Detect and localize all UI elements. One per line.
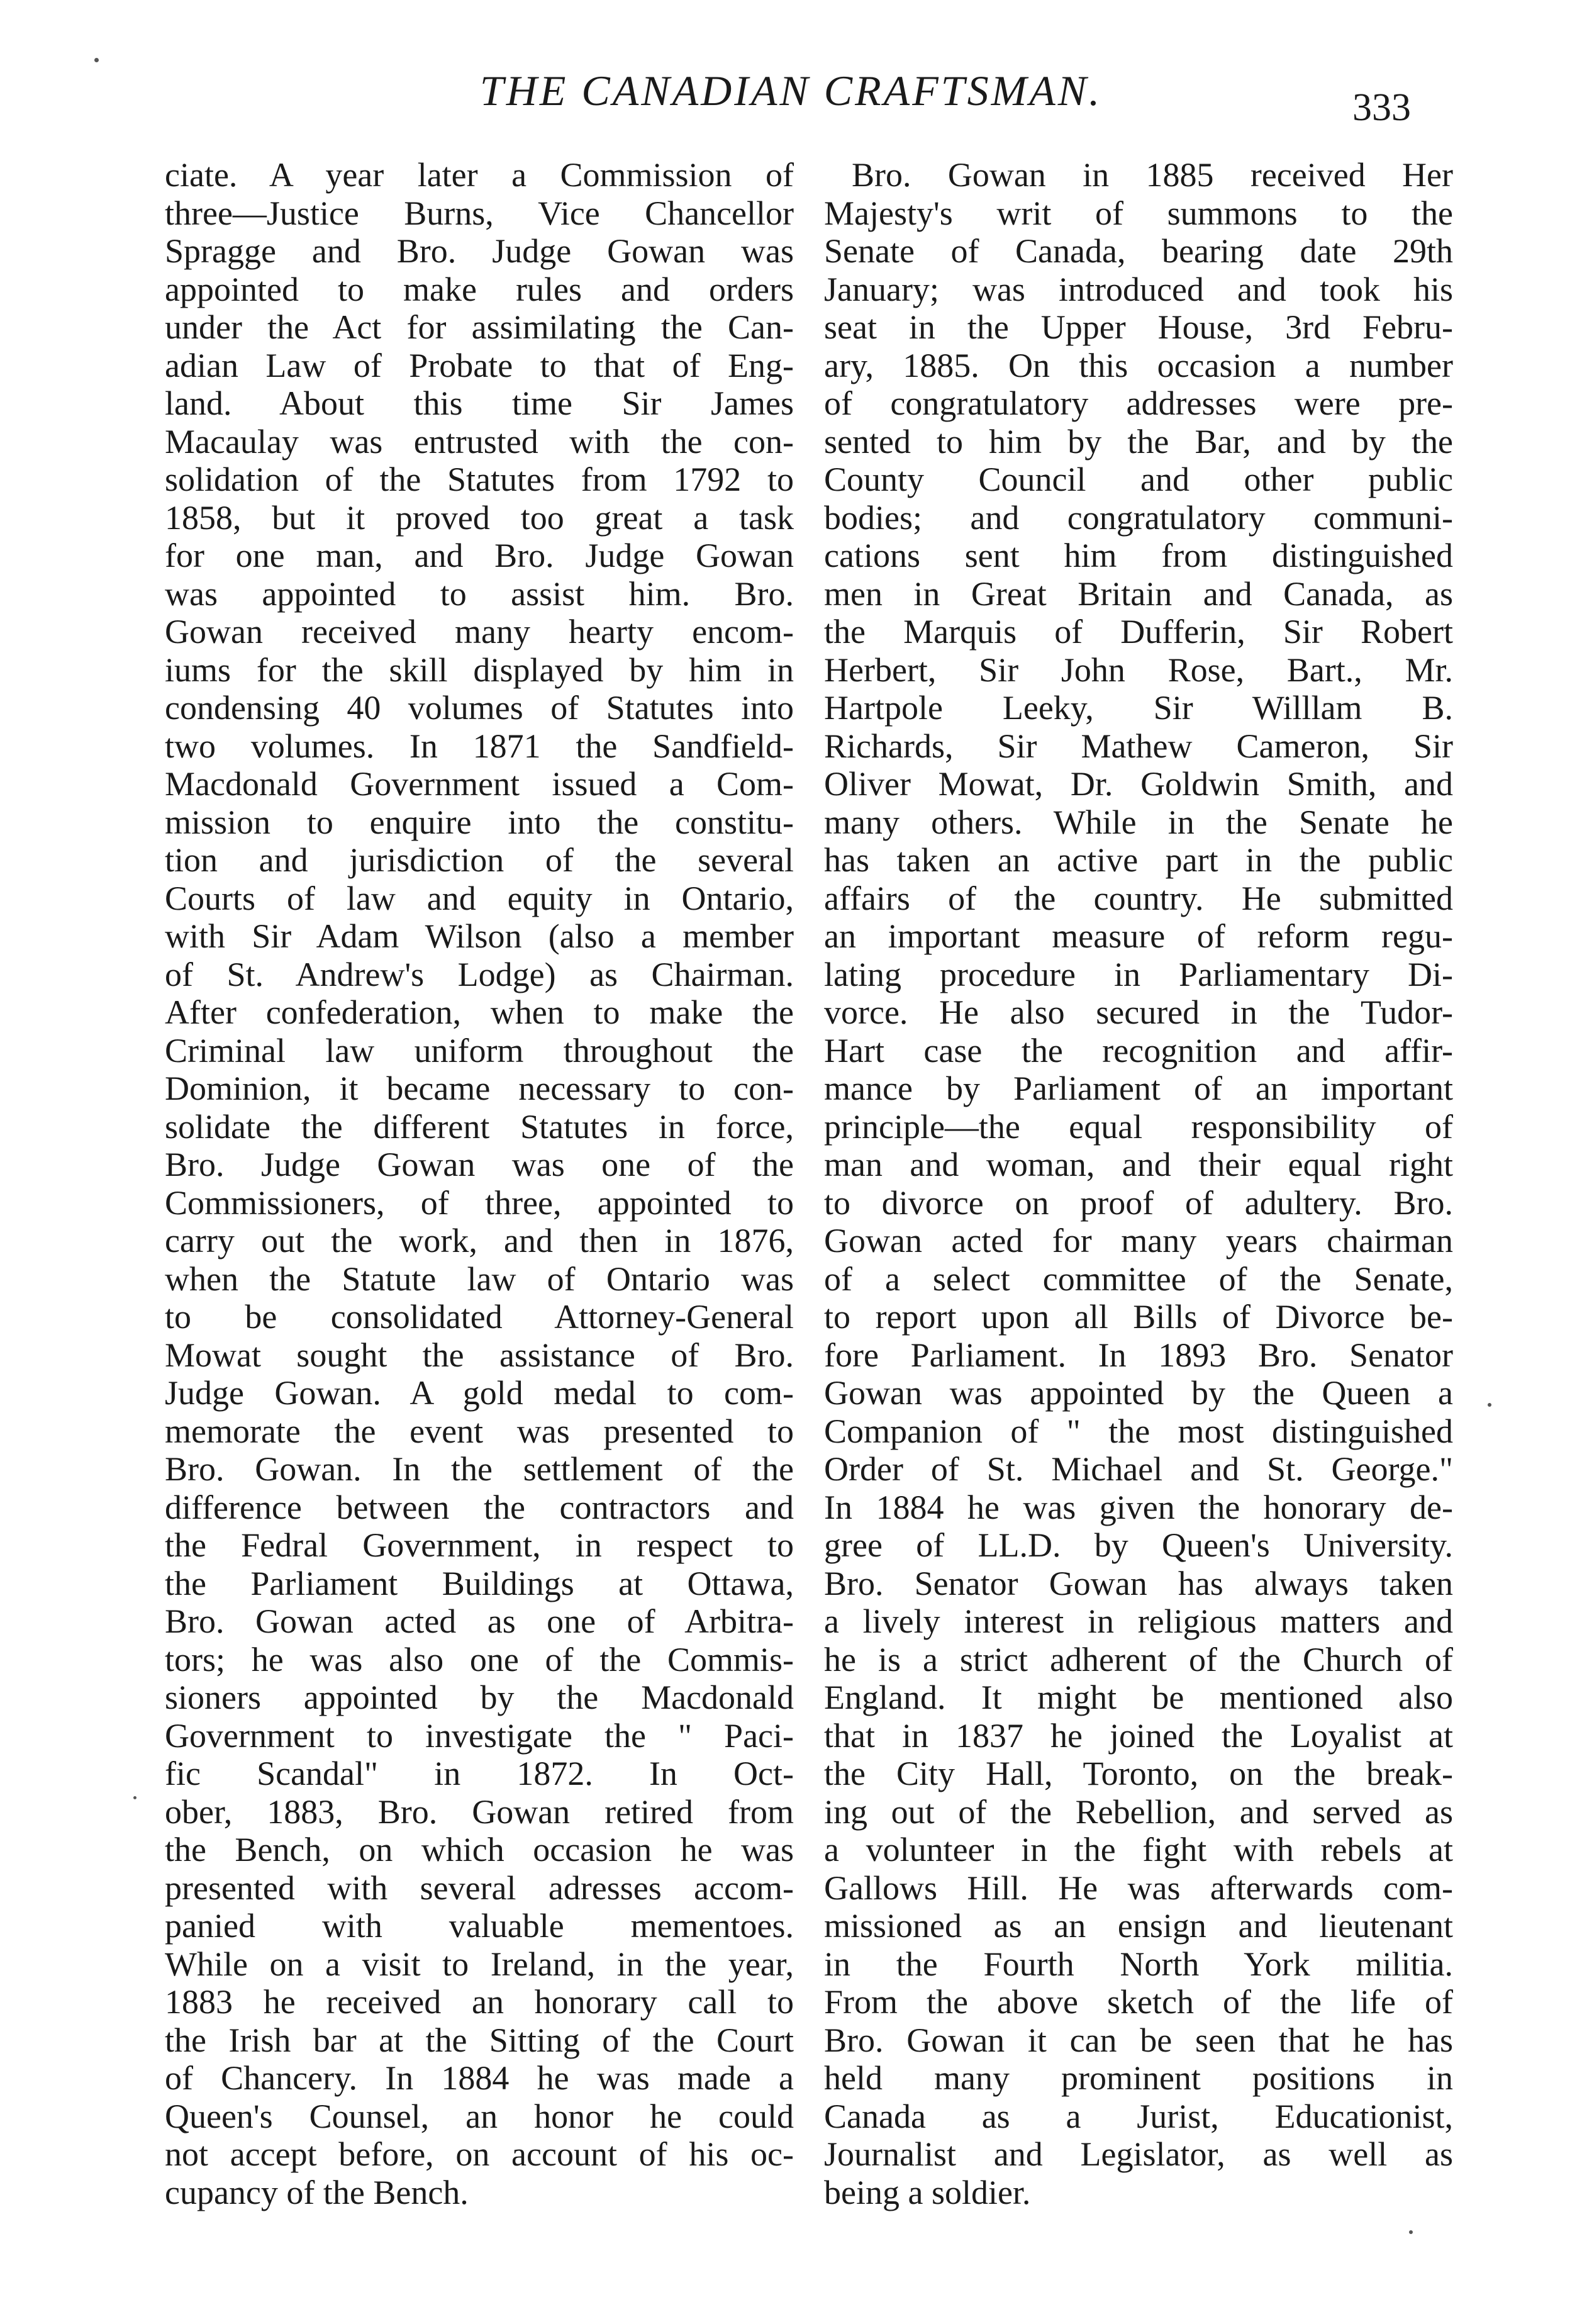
print-speck [94, 58, 99, 62]
text-line: many others. While in the Senate he [824, 803, 1453, 841]
text-line: solidate the different Statutes in force, [165, 1107, 794, 1146]
text-line: Government to investigate the " Paci- [165, 1716, 794, 1755]
text-line: a volunteer in the fight with rebels at [824, 1831, 1453, 1869]
text-line: County Council and other public [824, 461, 1453, 498]
print-speck [133, 1796, 136, 1799]
text-line: Gowan was appointed by the Queen a [824, 1374, 1453, 1412]
text-line: January; was introduced and took his [824, 270, 1453, 308]
text-line: ary, 1885. On this occasion a number [824, 346, 1453, 384]
text-line: carry out the work, and then in 1876, [165, 1222, 794, 1260]
text-line: ciate. A year later a Commission of [165, 156, 794, 194]
text-line: the Bench, on which occasion he was [165, 1831, 794, 1869]
text-line: gree of LL.D. by Queen's University. [824, 1526, 1453, 1564]
text-line: Macdonald Government issued a Com- [165, 765, 794, 803]
text-line: he is a strict adherent of the Church of [824, 1640, 1453, 1679]
text-line: condensing 40 volumes of Statutes into [165, 689, 794, 727]
text-line: Queen's Counsel, an honor he could [165, 2097, 794, 2135]
text-line: being a soldier. [824, 2173, 1031, 2211]
text-line: 1883 he received an honorary call to [165, 1983, 794, 2021]
text-line: Journalist and Legislator, as well as [824, 2135, 1453, 2173]
print-speck [1409, 2230, 1413, 2234]
text-line: the City Hall, Toronto, on the break- [824, 1755, 1453, 1792]
text-line: three—Justice Burns, Vice Chancellor [165, 194, 794, 232]
text-line: an important measure of reform regu- [824, 917, 1453, 955]
text-line: two volumes. In 1871 the Sandfield- [165, 727, 794, 765]
text-line: mission to enquire into the constitu- [165, 803, 794, 841]
text-line: was appointed to assist him. Bro. [165, 574, 794, 613]
text-line: has taken an active part in the public [824, 841, 1453, 879]
text-line: of a select committee of the Senate, [824, 1260, 1453, 1298]
text-line: solidation of the Statutes from 1792 to [165, 461, 794, 498]
text-line: Richards, Sir Mathew Cameron, Sir [824, 727, 1453, 765]
text-line: to divorce on proof of adultery. Bro. [824, 1183, 1453, 1222]
text-line: Oliver Mowat, Dr. Goldwin Smith, and [824, 765, 1453, 803]
text-line: Canada as a Jurist, Educationist, [824, 2097, 1453, 2135]
text-line: the Fedral Government, in respect to [165, 1526, 794, 1564]
text-line: when the Statute law of Ontario was [165, 1260, 794, 1298]
text-line: While on a visit to Ireland, in the year, [165, 1945, 794, 1983]
text-line: Commissioners, of three, appointed to [165, 1183, 794, 1222]
text-line: Bro. Gowan. In the settlement of the [165, 1450, 794, 1488]
text-line: After confederation, when to make the [165, 993, 794, 1031]
text-line: Courts of law and equity in Ontario, [165, 879, 794, 917]
text-line: tion and jurisdiction of the several [165, 841, 794, 879]
text-line: Bro. Gowan it can be seen that he has [824, 2021, 1453, 2059]
text-line: with Sir Adam Wilson (also a member [165, 917, 794, 955]
text-line: adian Law of Probate to that of Eng- [165, 346, 794, 384]
text-line: memorate the event was presented to [165, 1412, 794, 1450]
text-line: Dominion, it became necessary to con- [165, 1070, 794, 1107]
page-number: 333 [1352, 86, 1411, 129]
text-line: Companion of " the most distinguished [824, 1412, 1453, 1450]
text-line: in the Fourth North York militia. [824, 1945, 1453, 1983]
text-line: under the Act for assimilating the Can- [165, 308, 794, 346]
text-line: Gowan acted for many years chairman [824, 1222, 1453, 1260]
text-line: In 1884 he was given the honorary de- [824, 1488, 1453, 1526]
text-line: Bro. Senator Gowan has always taken [824, 1564, 1453, 1602]
text-line: cations sent him from distinguished [824, 537, 1453, 574]
text-line: Spragge and Bro. Judge Gowan was [165, 232, 794, 270]
text-line: Majesty's writ of summons to the [824, 194, 1453, 232]
text-line: seat in the Upper House, 3rd Febru- [824, 308, 1453, 346]
text-line: of Chancery. In 1884 he was made a [165, 2059, 794, 2097]
text-line: Hart case the recognition and affir- [824, 1031, 1453, 1070]
text-line: the Marquis of Dufferin, Sir Robert [824, 613, 1453, 651]
running-title: THE CANADIAN CRAFTSMAN. [479, 67, 1103, 115]
text-line: ober, 1883, Bro. Gowan retired from [165, 1792, 794, 1831]
text-line: men in Great Britain and Canada, as [824, 574, 1453, 613]
text-line: Gowan received many hearty encom- [165, 613, 794, 651]
text-line: for one man, and Bro. Judge Gowan [165, 537, 794, 574]
text-line: cupancy of the Bench. [165, 2173, 469, 2211]
text-line: vorce. He also secured in the Tudor- [824, 993, 1453, 1031]
text-line: England. It might be mentioned also [824, 1679, 1453, 1716]
right-column [824, 156, 1453, 2211]
text-line: Mowat sought the assistance of Bro. [165, 1336, 794, 1374]
text-line: to report upon all Bills of Divorce be- [824, 1298, 1453, 1336]
text-line: sioners appointed by the Macdonald [165, 1679, 794, 1716]
text-line: of congratulatory addresses were pre- [824, 384, 1453, 422]
text-line: Hartpole Leeky, Sir Willlam B. [824, 689, 1453, 727]
text-line: land. About this time Sir James [165, 384, 794, 422]
text-line: affairs of the country. He submitted [824, 879, 1453, 917]
text-line: difference between the contractors and [165, 1488, 794, 1526]
text-line: fic Scandal" in 1872. In Oct- [165, 1755, 794, 1792]
text-line: tors; he was also one of the Commis- [165, 1640, 794, 1679]
text-line: Criminal law uniform throughout the [165, 1031, 794, 1070]
text-line: the Irish bar at the Sitting of the Court [165, 2021, 794, 2059]
text-line: principle—the equal responsibility of [824, 1107, 1453, 1146]
text-line: presented with several adresses accom- [165, 1869, 794, 1907]
text-line: fore Parliament. In 1893 Bro. Senator [824, 1336, 1453, 1374]
text-line: 1858, but it proved too great a task [165, 498, 794, 537]
text-line: the Parliament Buildings at Ottawa, [165, 1564, 794, 1602]
text-line: a lively interest in religious matters and [824, 1602, 1453, 1640]
text-line: that in 1837 he joined the Loyalist at [824, 1716, 1453, 1755]
left-column [165, 156, 794, 2211]
text-line: appointed to make rules and orders [165, 270, 794, 308]
text-line: Senate of Canada, bearing date 29th [824, 232, 1453, 270]
text-line: man and woman, and their equal right [824, 1146, 1453, 1183]
text-line: Bro. Judge Gowan was one of the [165, 1146, 794, 1183]
text-line: bodies; and congratulatory communi- [824, 498, 1453, 537]
text-line: ing out of the Rebellion, and served as [824, 1792, 1453, 1831]
text-line: Judge Gowan. A gold medal to com- [165, 1374, 794, 1412]
print-speck [1488, 1403, 1491, 1407]
text-line: iums for the skill displayed by him in [165, 651, 794, 689]
text-line: Bro. Gowan acted as one of Arbitra- [165, 1602, 794, 1640]
text-line: Gallows Hill. He was afterwards com- [824, 1869, 1453, 1907]
text-line: Macaulay was entrusted with the con- [165, 422, 794, 461]
text-line: Order of St. Michael and St. George." [824, 1450, 1453, 1488]
text-line: held many prominent positions in [824, 2059, 1453, 2097]
text-line: of St. Andrew's Lodge) as Chairman. [165, 955, 794, 993]
text-line: not accept before, on account of his oc- [165, 2135, 794, 2173]
text-line: missioned as an ensign and lieutenant [824, 1907, 1453, 1945]
text-line: panied with valuable mementoes. [165, 1907, 794, 1945]
text-line: From the above sketch of the life of [824, 1983, 1453, 2021]
text-line: mance by Parliament of an important [824, 1070, 1453, 1107]
text-line: Bro. Gowan in 1885 received Her [852, 156, 1453, 194]
text-line: Herbert, Sir John Rose, Bart., Mr. [824, 651, 1453, 689]
text-line: to be consolidated Attorney-General [165, 1298, 794, 1336]
text-line: sented to him by the Bar, and by the [824, 422, 1453, 461]
text-line: lating procedure in Parliamentary Di- [824, 955, 1453, 993]
